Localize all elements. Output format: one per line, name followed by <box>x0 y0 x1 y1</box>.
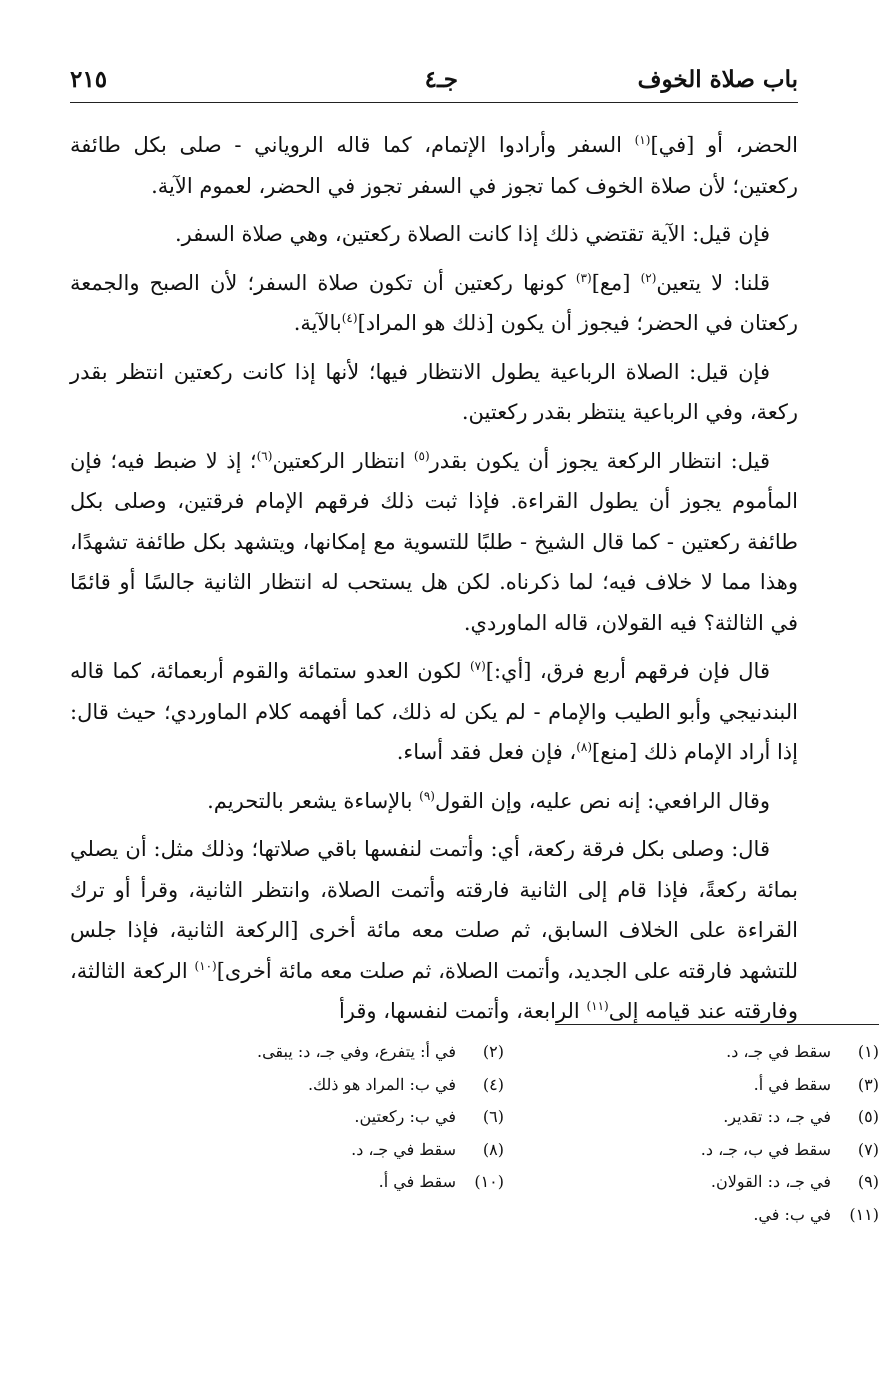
footnotes-left-column <box>174 1036 504 1231</box>
footnote-text: سقط في جـ، د. <box>726 1042 831 1061</box>
text-run: الركعة الثالثة، وفارقته عند قيامه إلى <box>70 958 798 1023</box>
footnote-text: سقط في أ. <box>753 1074 831 1094</box>
footnote-number: (٤) <box>482 1074 504 1094</box>
paragraph <box>70 214 798 255</box>
footnote-number: (٩) <box>857 1172 879 1191</box>
footnote-number: (١٠) <box>474 1172 504 1191</box>
text-run: انتظار الركعتين <box>272 448 414 473</box>
footnote <box>174 1036 504 1069</box>
footnote-text: في ب: في. <box>753 1204 831 1224</box>
footnote-text: سقط في جـ، د. <box>351 1139 456 1159</box>
footnote <box>174 1101 504 1134</box>
paragraph <box>70 829 798 1032</box>
footnote-marker: (٦) <box>256 448 273 463</box>
volume-label: جـ٤ <box>424 66 458 93</box>
text-run: فإن قيل: الصلاة الرباعية يطول الانتظار فيها؛ لأنها إذا كانت ركعتين انتظر بقدر ركعة، وفي الرباعية ينتظر بقدر ركعتين. <box>70 359 798 424</box>
text-run: ؛ إذ لا ضبط فيه؛ فإن المأموم يجوز أن يطول القراءة. فإذا ثبت ذلك فرقهم الإمام فرقتين، وصلى بكل طائفة ركعتين - كما قال الشيخ - طلبًا للتسوية مع إمكانها، ويتشهد بكل طائفة تشهدًا، وهذا مما لا خلاف فيه؛ لما ذكرناه. لكن هل يستحب له انتظار الثانية جالسًا أو قائمًا في الثالثة؟ فيه القولان، قاله الماوردي. <box>70 448 798 635</box>
paragraph <box>70 125 798 206</box>
paragraph <box>70 352 798 433</box>
text-run: [مع] <box>591 270 641 295</box>
text-run: السفر وأرادوا الإتمام، كما قاله الروياني - صلى بكل طائفة ركعتين؛ لأن صلاة الخوف كما تجوز في السفر تجوز في الحضر، لعموم الآية. <box>70 133 798 198</box>
footnote-divider <box>555 1024 879 1025</box>
footnote-text: في جـ، د: القولان. <box>710 1172 831 1191</box>
footnote <box>549 1166 879 1199</box>
text-run: الرابعة، وأتمت لنفسها، وقرأ <box>338 999 587 1023</box>
text-run: بالإساءة يشعر بالتحريم. <box>207 788 420 813</box>
footnotes <box>151 1036 879 1231</box>
footnote <box>549 1199 879 1232</box>
footnote-marker: (١٠) <box>194 958 217 973</box>
text-run: ، فإن فعل فقد أساء. <box>396 740 577 764</box>
footnote-number: (٢) <box>482 1042 504 1061</box>
main-text <box>70 125 798 1032</box>
footnote-text: سقط في ب، جـ، د. <box>700 1139 831 1159</box>
running-header <box>70 58 798 103</box>
paragraph <box>70 651 798 773</box>
footnote <box>549 1036 879 1069</box>
footnote-number: (١١) <box>849 1204 879 1224</box>
footnote-number: (٨) <box>482 1139 504 1159</box>
paragraph <box>70 781 798 822</box>
footnote-text: في ب: المراد هو ذلك. <box>307 1074 456 1094</box>
text-run: قلنا: لا يتعين <box>656 270 771 295</box>
footnote-marker: (١١) <box>586 999 609 1013</box>
footnote-number: (٧) <box>857 1139 879 1159</box>
footnote <box>174 1166 504 1199</box>
text-run: قال: وصلى بكل فرقة ركعة، أي: وأتمت لنفسها باقي صلاتها؛ وذلك مثل: أن يصلي بمائة ركعةً، فإذا قام إلى الثانية فارقته وأتمت الصلاة، وانتظر الثانية، وقرأ أو ترك القراءة على الخلاف السابق، ثم صلت معه مائة أخرى [الركعة الثانية، فإذا جلس للتشهد فارقته على الجديد، وأتمت الصلاة، ثم صلت معه مائة أخرى] <box>70 837 798 983</box>
text-run: وقال الرافعي: إنه نص عليه، وإن القول <box>434 788 770 813</box>
footnote <box>174 1069 504 1102</box>
footnote <box>174 1134 504 1167</box>
footnote-number: (٥) <box>857 1107 879 1126</box>
text-run: كونها ركعتين أن تكون صلاة السفر؛ لأن الصبح والجمعة ركعتان في الحضر؛ فيجوز أن يكون [ذلك هو المراد] <box>70 270 798 335</box>
paragraph <box>70 263 798 344</box>
footnote-marker: (٩) <box>419 788 435 803</box>
footnote-number: (١) <box>857 1042 879 1061</box>
footnote-marker: (٨) <box>576 740 593 754</box>
footnote-marker: (١) <box>634 133 651 147</box>
paragraph <box>70 441 798 644</box>
text-run: فإن قيل: الآية تقتضي ذلك إذا كانت الصلاة ركعتين، وهي صلاة السفر. <box>174 222 770 246</box>
footnote-marker: (٢) <box>640 270 657 285</box>
footnote <box>549 1134 879 1167</box>
text-run: لكون العدو ستمائة والقوم أربعمائة، كما قاله البندنيجي وأبو الطيب والإمام - لم يكن له ذلك، كما أفهمه كلام الماوردي؛ حيث قال: إذا أراد الإمام ذلك [منع] <box>70 659 798 764</box>
text-run: بالآية. <box>293 311 342 335</box>
footnote-text: في ب: ركعتين. <box>354 1107 456 1126</box>
footnote <box>549 1069 879 1102</box>
text-run: الحضر، أو [في] <box>650 133 798 157</box>
footnote-text: سقط في أ. <box>378 1172 456 1191</box>
page-number: ٢١٥ <box>70 66 108 93</box>
footnote <box>549 1101 879 1134</box>
footnote-text: في أ: يتفرع، وفي جـ، د: يبقى. <box>256 1042 456 1061</box>
chapter-title: باب صلاة الخوف <box>637 66 798 93</box>
footnote-marker: (٣) <box>575 270 592 285</box>
footnotes-right-column <box>549 1036 879 1231</box>
footnote-marker: (٤) <box>341 311 358 325</box>
footnote-text: في جـ، د: تقدير. <box>723 1107 831 1126</box>
text-run: قيل: انتظار الركعة يجوز أن يكون بقدر <box>429 448 770 473</box>
footnote-number: (٣) <box>857 1074 879 1094</box>
footnote-marker: (٧) <box>469 659 486 673</box>
text-run: قال فإن فرقهم أربع فرق، [أي:] <box>485 659 770 683</box>
footnote-marker: (٥) <box>413 448 430 463</box>
book-page <box>70 58 798 1040</box>
footnote-number: (٦) <box>482 1107 504 1126</box>
